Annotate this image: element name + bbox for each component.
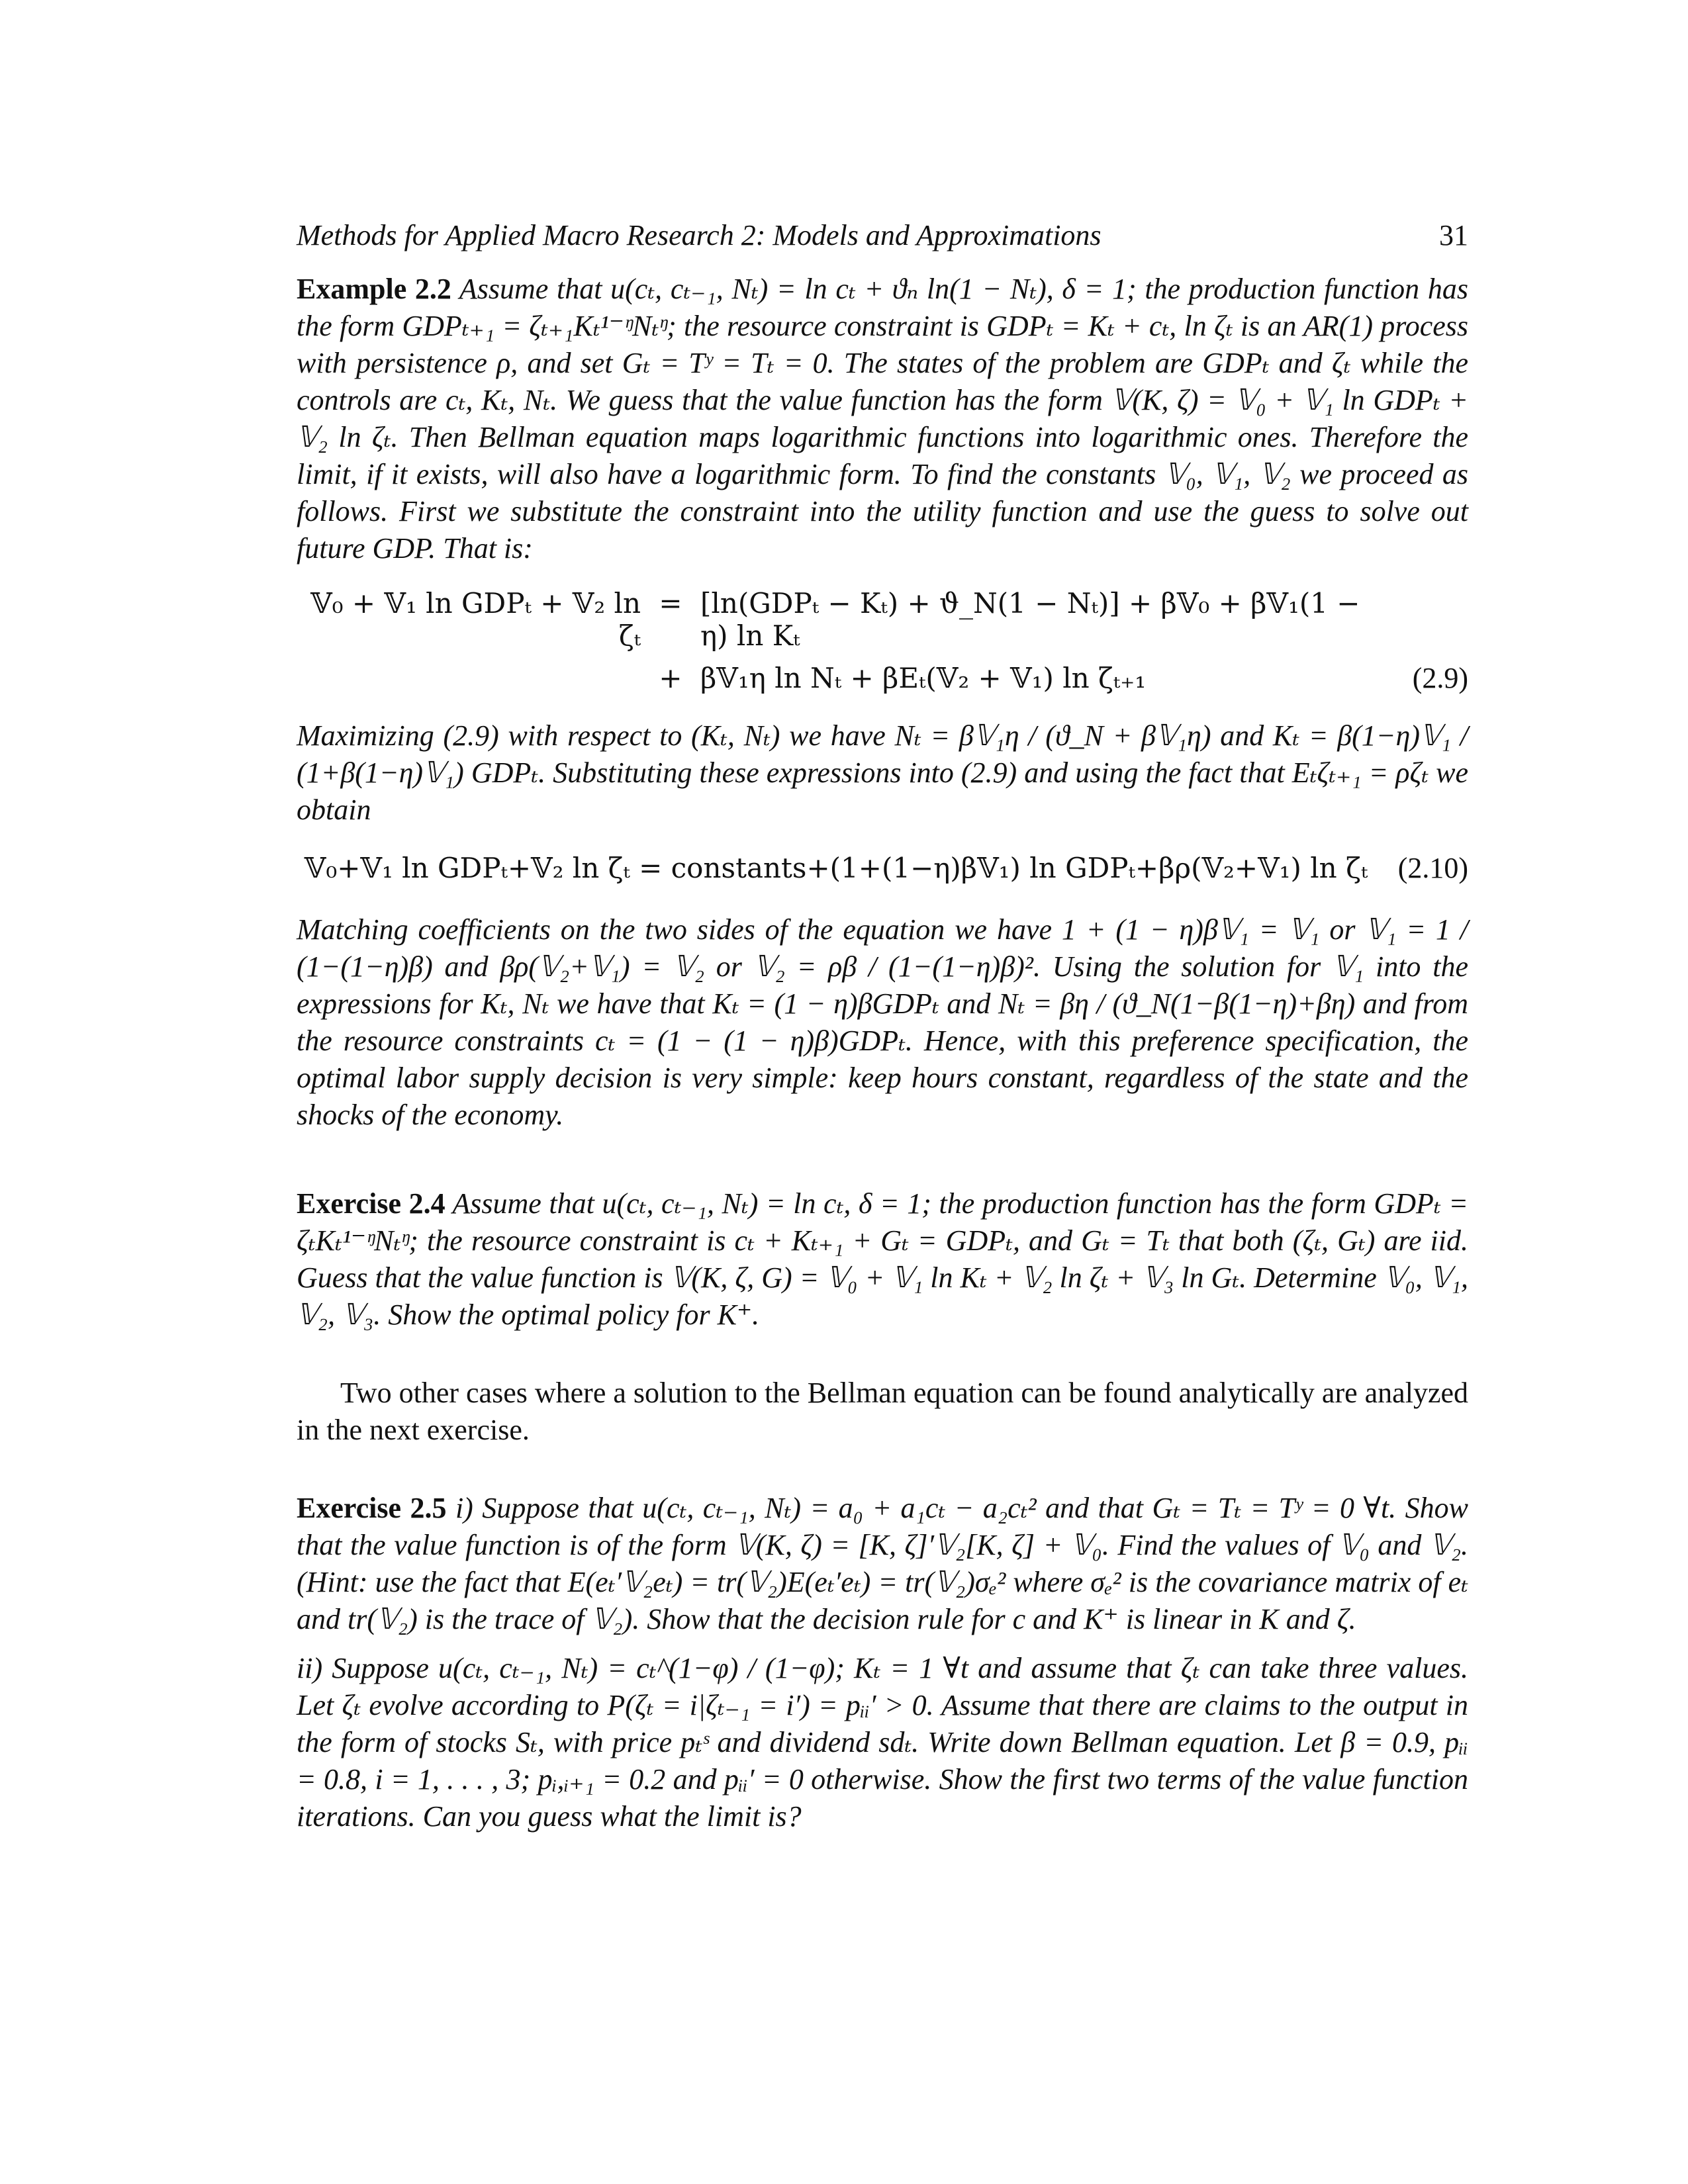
example-2-2-text: Assume that u(cₜ, cₜ₋₁, Nₜ) = ln cₜ + ϑₙ ln(1 − Nₜ), δ = 1; the production function has the form GDPₜ₊₁ = ζₜ₊₁Kₜ¹⁻ᵑNₜᵑ; the resource constraint is GDPₜ = Kₜ + cₜ, ln ζₜ is an AR(1) process with persistence ρ, and set Gₜ = Tʸ = Tₜ = 0. The states of the problem are GDPₜ and ζₜ while the controls are cₜ, Kₜ, Nₜ. We guess that the value function has the form 𝕍(K, ζ) = 𝕍₀ + 𝕍₁ ln GDPₜ + 𝕍₂ ln ζₜ. Then Bellman equation maps logarithmic functions into logarithmic ones. Therefore the limit, if it exists, will also have a logarithmic form. To find the constants 𝕍₀, 𝕍₁, 𝕍₂ we proceed as follows. First we substitute the constraint into the utility function and use the guess to solve out future GDP. That is:	[297, 273, 1468, 565]
eq-2-10-body: 𝕍₀+𝕍₁ ln GDPₜ+𝕍₂ ln ζₜ = constants+(1+(1−η)β𝕍₁) ln GDPₜ+βρ(𝕍₂+𝕍₁) ln ζₜ	[304, 852, 1368, 884]
exercise-2-5-part2: ii) Suppose u(cₜ, cₜ₋₁, Nₜ) = cₜ^(1−φ) / (1−φ); Kₜ = 1 ∀t and assume that ζₜ can take three values. Let ζₜ evolve according to P(ζₜ = i|ζₜ₋₁ = i′) = pᵢᵢ′ > 0. Assume that there are claims to the output in the form of stocks Sₜ, with price pₜˢ and dividend sdₜ. Write down Bellman equation. Let β = 0.9, pᵢᵢ = 0.8, i = 1, . . . , 3; pᵢ,ᵢ₊₁ = 0.2 and pᵢᵢ′ = 0 otherwise. Show the first two terms of the value function iterations. Can you guess what the limit is?	[297, 1652, 1468, 1833]
eq-2-10-number: (2.10)	[1397, 852, 1468, 884]
running-title: Methods for Applied Macro Research 2: Models and Approximations	[297, 219, 1102, 251]
running-header	[297, 218, 1468, 252]
eq-2-9-number: (2.9)	[1412, 662, 1468, 694]
eq-2-9-plus: +	[659, 662, 682, 694]
exercise-2-4	[297, 1185, 1468, 1334]
exercise-2-5	[297, 1490, 1468, 1638]
example-2-2-label: Example 2.2	[297, 273, 451, 305]
eq-2-9-rhs-line1: [ln(GDPₜ − Kₜ) + ϑ_N(1 − Nₜ)] + β𝕍₀ + β𝕍₁(1 − η) ln Kₜ	[700, 587, 1360, 652]
eq-2-9-equals: =	[659, 587, 682, 619]
eq-2-9-lhs: 𝕍₀ + 𝕍₁ ln GDPₜ + 𝕍₂ ln ζₜ	[310, 587, 641, 652]
exercise-2-4-text: Assume that u(cₜ, cₜ₋₁, Nₜ) = ln cₜ, δ = 1; the production function has the form GDPₜ = ζₜKₜ¹⁻ᵑNₜᵑ; the resource constraint is cₜ + Kₜ₊₁ + Gₜ = GDPₜ, and Gₜ = Tₜ that both (ζₜ, Gₜ) are iid. Guess that the value function is 𝕍(K, ζ, G) = 𝕍₀ + 𝕍₁ ln Kₜ + 𝕍₂ ln ζₜ + 𝕍₃ ln Gₜ. Determine 𝕍₀, 𝕍₁, 𝕍₂, 𝕍₃. Show the optimal policy for K⁺.	[297, 1187, 1468, 1331]
maximizing-paragraph: Maximizing (2.9) with respect to (Kₜ, Nₜ) we have Nₜ = β𝕍₁η / (ϑ_N + β𝕍₁η) and Kₜ = β(1−η)𝕍₁ / (1+β(1−η)𝕍₁) GDPₜ. Substituting these expressions into (2.9) and using the fact that Eₜζₜ₊₁ = ρζₜ we obtain	[297, 719, 1468, 826]
eq-2-9-rhs-line2: β𝕍₁η ln Nₜ + βEₜ(𝕍₂ + 𝕍₁) ln ζₜ₊₁	[700, 662, 1147, 694]
exercise-2-5-part1: i) Suppose that u(cₜ, cₜ₋₁, Nₜ) = a₀ + a₁cₜ − a₂cₜ² and that Gₜ = Tₜ = Tʸ = 0 ∀t. Show that the value function is of the form 𝕍(K, ζ) = [K, ζ]′𝕍₂[K, ζ] + 𝕍₀. Find the values of 𝕍₀ and 𝕍₂. (Hint: use the fact that E(eₜ′𝕍₂eₜ) = tr(𝕍₂)E(eₜ′eₜ) = tr(𝕍₂)σₑ² where σₑ² is the covariance matrix of eₜ and tr(𝕍₂) is the trace of 𝕍₂). Show that the decision rule for c and K⁺ is linear in K and ζ.	[297, 1492, 1468, 1635]
page-number: 31	[1439, 219, 1468, 251]
exercise-2-4-label: Exercise 2.4	[297, 1187, 445, 1220]
equation-2-9	[297, 587, 1468, 695]
page	[297, 218, 1468, 1847]
exercise-2-5-label: Exercise 2.5	[297, 1492, 447, 1524]
example-2-2	[297, 271, 1468, 567]
intro-paragraph: Two other cases where a solution to the Bellman equation can be found analytically are analyzed in the next exercise.	[297, 1377, 1468, 1446]
equation-2-10	[297, 851, 1468, 885]
matching-paragraph: Matching coefficients on the two sides of the equation we have 1 + (1 − η)β𝕍₁ = 𝕍₁ or 𝕍₁ = 1 / (1−(1−η)β) and βρ(𝕍₂+𝕍₁) = 𝕍₂ or 𝕍₂ = ρβ / (1−(1−η)β)². Using the solution for 𝕍₁ into the expressions for Kₜ, Nₜ we have that Kₜ = (1 − η)βGDPₜ and Nₜ = βη / (ϑ_N(1−β(1−η)+βη) and from the resource constraints cₜ = (1 − (1 − η)β)GDPₜ. Hence, with this preference specification, the optimal labor supply decision is very simple: keep hours constant, regardless of the state and the shocks of the economy.	[297, 913, 1468, 1131]
